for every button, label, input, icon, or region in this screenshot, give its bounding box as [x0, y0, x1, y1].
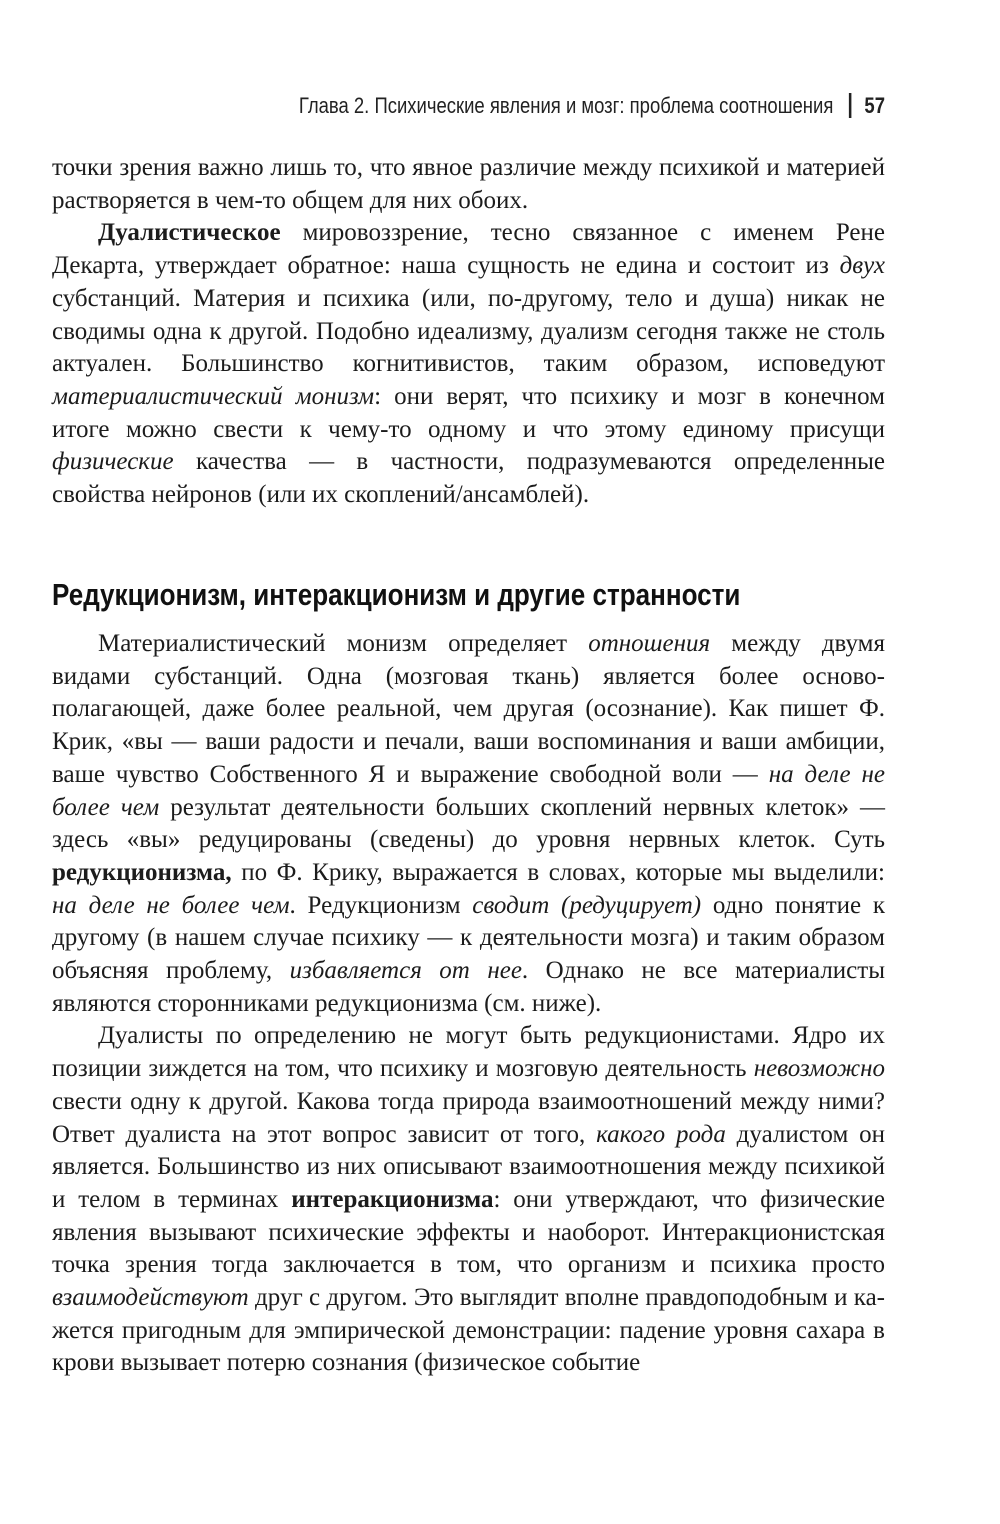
term-interactionism: интеракционизма	[291, 1185, 494, 1213]
text-block-bottom	[52, 628, 885, 1380]
paragraph-dualists: Дуалисты по определению не могут быть редукционистами. Ядро их позиции зиждется на том, что психику и мозговую деятельность невозможно свести одну к другой. Какова тогда природа взаимоотношений между ними? Ответ дуалиста на этот вопрос зависит от того, какого рода дуалистом он является. Большинство из них описывают взаимоотношения между психикой и телом в терминах интеракционизма: они утверждают, что физические явления вызывают психические эффекты и наоборот. Интеракционистская точка зрения тогда заключается в том, что организм и психика просто взаимодействуют друг с другом. Это выглядит вполне правдоподобным и кажется пригодным для эмпирической демонстрации: падение уровня сахара в крови вызывает потерю сознания (физическое событие	[52, 1022, 886, 1377]
emphasis-nothing-more: на деле не более чем	[52, 760, 885, 821]
emphasis-relations: отношения	[588, 630, 711, 657]
term-dualistic: Дуалистическое	[98, 219, 281, 247]
emphasis-materialistic-monism: материалистический монизм	[52, 382, 375, 410]
paragraph-dualism: Дуалистическое мировоззрение, тесно связанное с именем Рене Декарта, утверждает обратное: наша сущность не едина и состоит из двух субстанций. Материя и психика (или, по-другому, тело и душа) никак не сводимы одна к другой. Подобно идеализму, дуализм сегодня также не столь актуален. Большинство когнитивистов, таким образом, исповедуют материалистический монизм: они верят, что психику и мозг в конечном итоге можно свести к чему-то одному и что этому единому присущи физические качества — в частности, подразумеваются определенные свойства нейронов (или их скоплений/ансамблей).	[52, 219, 885, 509]
emphasis-physical: физические	[52, 448, 174, 476]
emphasis-interact: взаимодействуют	[52, 1284, 249, 1312]
emphasis-what-kind: какого рода	[596, 1120, 726, 1148]
header-separator	[848, 93, 851, 118]
section-heading: Редукционизм, интеракционизм и другие странности	[52, 577, 741, 612]
emphasis-impossible: невозможно	[753, 1055, 885, 1083]
text-block-top	[52, 152, 885, 512]
emphasis-nothing-more-2: на деле не более чем	[52, 891, 290, 919]
emphasis-gets-rid: избавляется от нее	[289, 957, 522, 985]
emphasis-reduces: сводит (редуцирует)	[472, 891, 702, 919]
emphasis-two: двух	[839, 252, 885, 280]
term-reductionism: редукционизма,	[52, 858, 232, 886]
page-number: 57	[864, 93, 885, 118]
paragraph-continuation: точки зрения важно лишь то, что явное различие между психикой и материей растворяется в чем-то общем для них обоих.	[52, 154, 885, 214]
chapter-title: Глава 2. Психические явления и мозг: проблема соотношения	[298, 93, 834, 118]
running-header	[185, 88, 885, 124]
paragraph-reductionism: Материалистический монизм определяет отношения между двумя видами субстанций. Одна (мозговая ткань) является более основополагающей, даже более реальной, чем другая (осознание). Как пишет Ф. Крик, «вы — ваши радости и печали, ваши воспоминания и ваши амбиции, ваше чувство Собственного Я и выражение свободной воли — на деле не более чем результат деятельности больших скоплений нервных клеток» — здесь «вы» редуцированы (сведены) до уровня нервных клеток. Суть редукционизма, по Ф. Крику, выражается в словах, которые мы выделили: на деле не более чем. Редукционизм сводит (редуцирует) одно понятие к другому (в нашем случае психику — к деятельности мозга) и таким образом объясняя проблему, избавляется от нее. Однако не все материалисты являются сторонниками редукционизма (см. ниже).	[52, 630, 885, 1017]
